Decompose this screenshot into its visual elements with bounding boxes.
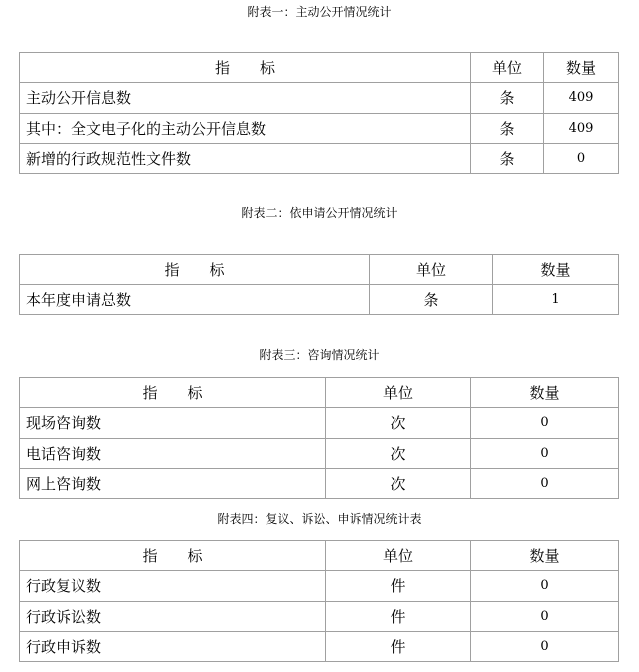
table-header-row xyxy=(20,541,619,571)
unit-cell: 条 xyxy=(471,113,544,143)
count-cell: 0 xyxy=(471,438,619,468)
indicator-cell: 网上咨询数 xyxy=(20,468,326,498)
count-cell: 0 xyxy=(471,631,619,661)
header-unit: 单位 xyxy=(326,378,471,408)
table-row xyxy=(20,408,619,438)
header-unit: 单位 xyxy=(370,255,493,285)
indicator-cell: 本年度申请总数 xyxy=(20,285,370,315)
table-row xyxy=(20,285,619,315)
header-count: 数量 xyxy=(471,541,619,571)
unit-cell: 件 xyxy=(326,631,471,661)
count-cell: 0 xyxy=(544,143,619,173)
unit-cell: 次 xyxy=(326,438,471,468)
active-disclosure-table xyxy=(19,52,619,174)
table-header-row xyxy=(20,53,619,83)
indicator-cell: 现场咨询数 xyxy=(20,408,326,438)
table-row xyxy=(20,83,619,113)
table-row xyxy=(20,571,619,601)
table-header-row xyxy=(20,378,619,408)
consultation-table xyxy=(19,377,619,499)
indicator-cell: 主动公开信息数 xyxy=(20,83,471,113)
table-row xyxy=(20,631,619,661)
header-count: 数量 xyxy=(471,378,619,408)
review-litigation-table xyxy=(19,540,619,662)
indicator-cell: 其中：全文电子化的主动公开信息数 xyxy=(20,113,471,143)
request-disclosure-table xyxy=(19,254,619,315)
count-cell: 0 xyxy=(471,571,619,601)
indicator-cell: 电话咨询数 xyxy=(20,438,326,468)
header-indicator: 指 标 xyxy=(20,378,326,408)
header-unit: 单位 xyxy=(471,53,544,83)
table-caption: 附表二：依申请公开情况统计 xyxy=(241,206,398,220)
header-count: 数量 xyxy=(493,255,619,285)
table-caption: 附表四：复议、诉讼、申诉情况统计表 xyxy=(217,512,422,526)
count-cell: 1 xyxy=(493,285,619,315)
indicator-cell: 行政诉讼数 xyxy=(20,601,326,631)
table-row xyxy=(20,468,619,498)
header-count: 数量 xyxy=(544,53,619,83)
count-cell: 409 xyxy=(544,83,619,113)
table-header-row xyxy=(20,255,619,285)
unit-cell: 次 xyxy=(326,468,471,498)
table-row xyxy=(20,438,619,468)
indicator-cell: 新增的行政规范性文件数 xyxy=(20,143,471,173)
unit-cell: 件 xyxy=(326,571,471,601)
count-cell: 0 xyxy=(471,601,619,631)
header-indicator: 指 标 xyxy=(20,541,326,571)
unit-cell: 条 xyxy=(370,285,493,315)
header-indicator: 指 标 xyxy=(20,255,370,285)
indicator-cell: 行政申诉数 xyxy=(20,631,326,661)
count-cell: 0 xyxy=(471,468,619,498)
count-cell: 0 xyxy=(471,408,619,438)
table-row xyxy=(20,601,619,631)
table-row xyxy=(20,113,619,143)
header-unit: 单位 xyxy=(326,541,471,571)
header-indicator: 指 标 xyxy=(20,53,471,83)
unit-cell: 条 xyxy=(471,83,544,113)
unit-cell: 件 xyxy=(326,601,471,631)
count-cell: 409 xyxy=(544,113,619,143)
unit-cell: 次 xyxy=(326,408,471,438)
indicator-cell: 行政复议数 xyxy=(20,571,326,601)
table-caption: 附表三：咨询情况统计 xyxy=(259,348,380,362)
table-caption: 附表一：主动公开情况统计 xyxy=(247,5,392,19)
table-row xyxy=(20,143,619,173)
unit-cell: 条 xyxy=(471,143,544,173)
